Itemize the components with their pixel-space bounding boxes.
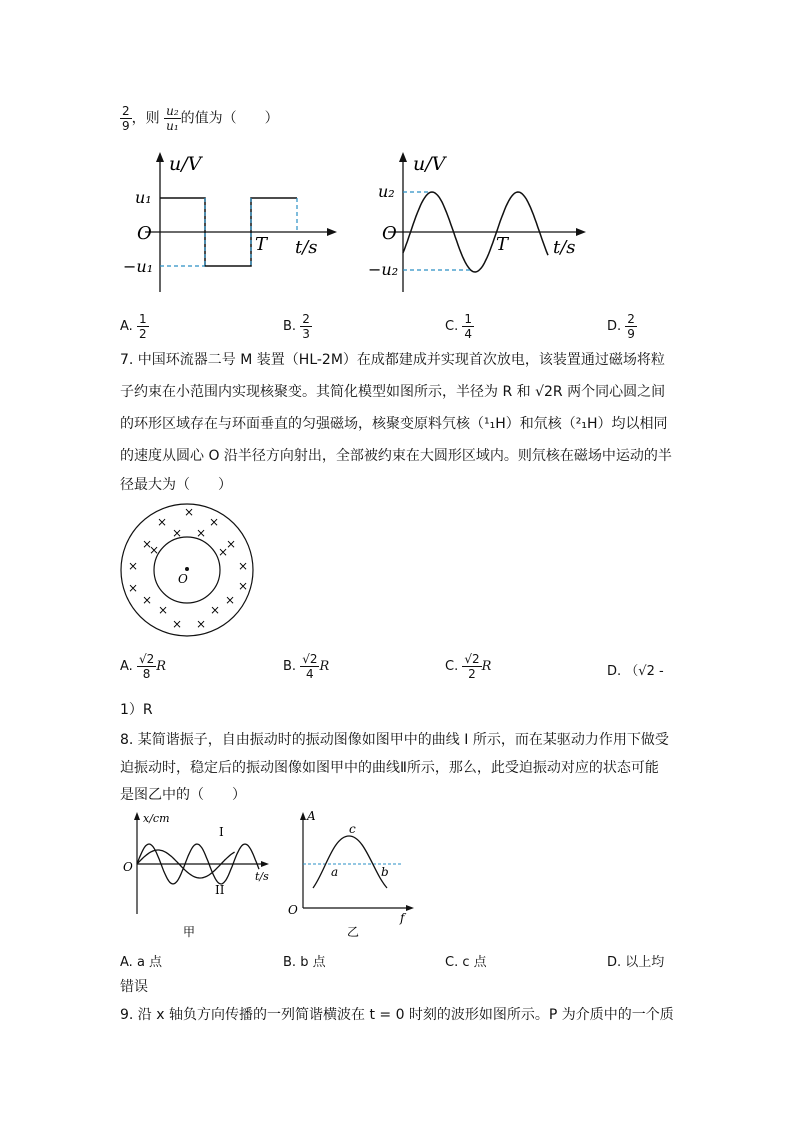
cross-mark: ×: [210, 603, 221, 617]
q7-line-5: 径最大为（ ）: [120, 477, 232, 493]
q8-line-1: 8. 某简谐振子，自由振动时的振动图像如图甲中的曲线 I 所示，而在某驱动力作用下做受: [120, 732, 669, 748]
cross-mark: ×: [196, 526, 207, 540]
q7-line-4: 的速度从圆心 O 沿半径方向射出，全部被约束在大圆形区域内。则氘核在磁场中运动的半: [120, 448, 672, 464]
curve-ii-label: II: [215, 883, 225, 897]
q8-option-c[interactable]: C. c 点: [445, 955, 487, 970]
q6-square-wave-graph: [115, 150, 345, 300]
curve-i-label: I: [219, 825, 224, 839]
cross-mark: ×: [172, 617, 183, 631]
cross-mark: ×: [157, 515, 168, 529]
origin-label: O: [137, 223, 152, 244]
y-axis-arrow: [300, 812, 306, 820]
cross-mark: ×: [184, 505, 195, 519]
point-b: b: [381, 865, 389, 879]
q6-option-b[interactable]: B. $\frac{2}{3}$: [283, 312, 310, 341]
q6-option-d[interactable]: D. $\frac{2}{9}$: [607, 312, 635, 341]
caption-yi: 乙: [347, 925, 360, 938]
point-a: a: [331, 865, 339, 879]
cross-mark: ×: [172, 526, 183, 540]
origin-label: O: [288, 903, 298, 917]
cross-mark: ×: [225, 593, 236, 607]
q8-option-a[interactable]: A. a 点: [120, 955, 163, 970]
q8-option-b[interactable]: B. b 点: [283, 955, 326, 970]
q9-line-1: 9. 沿 x 轴负方向传播的一列简谐横波在 t = 0 时刻的波形如图所示。P 为介质中的一个质: [120, 1007, 674, 1023]
cross-mark: ×: [128, 559, 139, 573]
q8-option-d-cont: 错误: [120, 979, 148, 995]
q6-option-a[interactable]: A. $\frac{1}{2}$: [120, 312, 147, 341]
q6-prompt: $\frac{2}{9}$ ，则 $\frac{\text{u₂}}{\text{u₁}}$ 的值为（ ）: [122, 104, 279, 133]
y-label: x/cm: [143, 812, 170, 825]
cross-mark: ×: [142, 537, 153, 551]
origin-label: O: [123, 860, 133, 874]
center-label: O: [178, 572, 188, 586]
cross-mark: ×: [218, 545, 229, 559]
u-neg-label: −u₂: [368, 260, 399, 279]
period-label: T: [255, 234, 268, 255]
q7-option-c[interactable]: C. $\frac{√2}{2}$ R: [445, 652, 492, 681]
y-axis-arrow: [134, 812, 140, 820]
u-pos-label: u₂: [378, 182, 395, 201]
q7-option-a[interactable]: A. $\frac{√2}{8}$ R: [120, 652, 167, 681]
cross-mark: ×: [196, 617, 207, 631]
u-pos-label: u₁: [135, 188, 152, 207]
cross-mark: ×: [142, 593, 153, 607]
q8-line-3: 是图乙中的（ ）: [120, 787, 246, 803]
point-c: c: [349, 822, 356, 836]
resonance-curve: [313, 836, 387, 888]
period-label: T: [496, 234, 509, 255]
x-axis-arrow: [327, 228, 337, 236]
x-label: t/s: [295, 237, 318, 258]
q8-option-d[interactable]: D. 以上均: [607, 955, 665, 970]
cross-mark: ×: [128, 581, 139, 595]
q6-ratio-fraction: $\frac{\text{u₂}}{\text{u₁}}$: [166, 104, 179, 133]
q6-prefix-fraction: $\frac{2}{9}$: [122, 104, 130, 133]
y-axis-arrow: [399, 152, 407, 162]
q8-line-2: 迫振动时，稳定后的振动图像如图甲中的曲线Ⅱ所示，那么，此受迫振动对应的状态可能: [120, 760, 659, 776]
x-axis-arrow: [406, 905, 414, 911]
q7-magnetic-field-figure: [118, 500, 258, 640]
caption-jia: 甲: [183, 925, 196, 938]
q8-resonance-graph-yi: [285, 808, 425, 938]
q7-option-d[interactable]: D. （√2 -: [607, 664, 664, 679]
cross-mark: ×: [226, 537, 237, 551]
q8-vibration-graph-jia: [115, 808, 275, 938]
q7-line-1: 7. 中国环流器二号 M 装置（HL-2M）在成都建成并实现首次放电，该装置通过磁场将粒: [120, 352, 665, 368]
cross-mark: ×: [209, 515, 220, 529]
x-label: t/s: [255, 870, 269, 883]
q7-option-d-cont: 1）R: [120, 702, 153, 718]
y-axis-arrow: [156, 152, 164, 162]
cross-mark: ×: [158, 603, 169, 617]
x-label: t/s: [553, 237, 576, 258]
y-label: A: [307, 809, 316, 823]
y-label: u/V: [169, 153, 202, 175]
center-dot: [185, 567, 189, 571]
origin-label: O: [382, 223, 397, 244]
q6-option-c[interactable]: C. $\frac{1}{4}$: [445, 312, 472, 341]
q7-option-b[interactable]: B. $\frac{√2}{4}$ R: [283, 652, 330, 681]
x-label: f: [400, 911, 405, 925]
x-axis-arrow: [576, 228, 586, 236]
u-neg-label: −u₁: [123, 257, 154, 276]
q7-line-2: 子约束在小范围内实现核聚变。其简化模型如图所示，半径为 R 和 √2R 两个同心圆之间: [120, 384, 666, 400]
cross-mark: ×: [149, 543, 160, 557]
cross-mark: ×: [238, 559, 249, 573]
cross-mark: ×: [238, 579, 249, 593]
q6-sine-wave-graph: [360, 150, 600, 300]
x-axis-arrow: [261, 861, 269, 867]
y-label: u/V: [413, 153, 446, 175]
q7-line-3: 的环形区域存在与环面垂直的匀强磁场，核聚变原料氕核（¹₁H）和氘核（²₁H）均以相同: [120, 416, 668, 432]
